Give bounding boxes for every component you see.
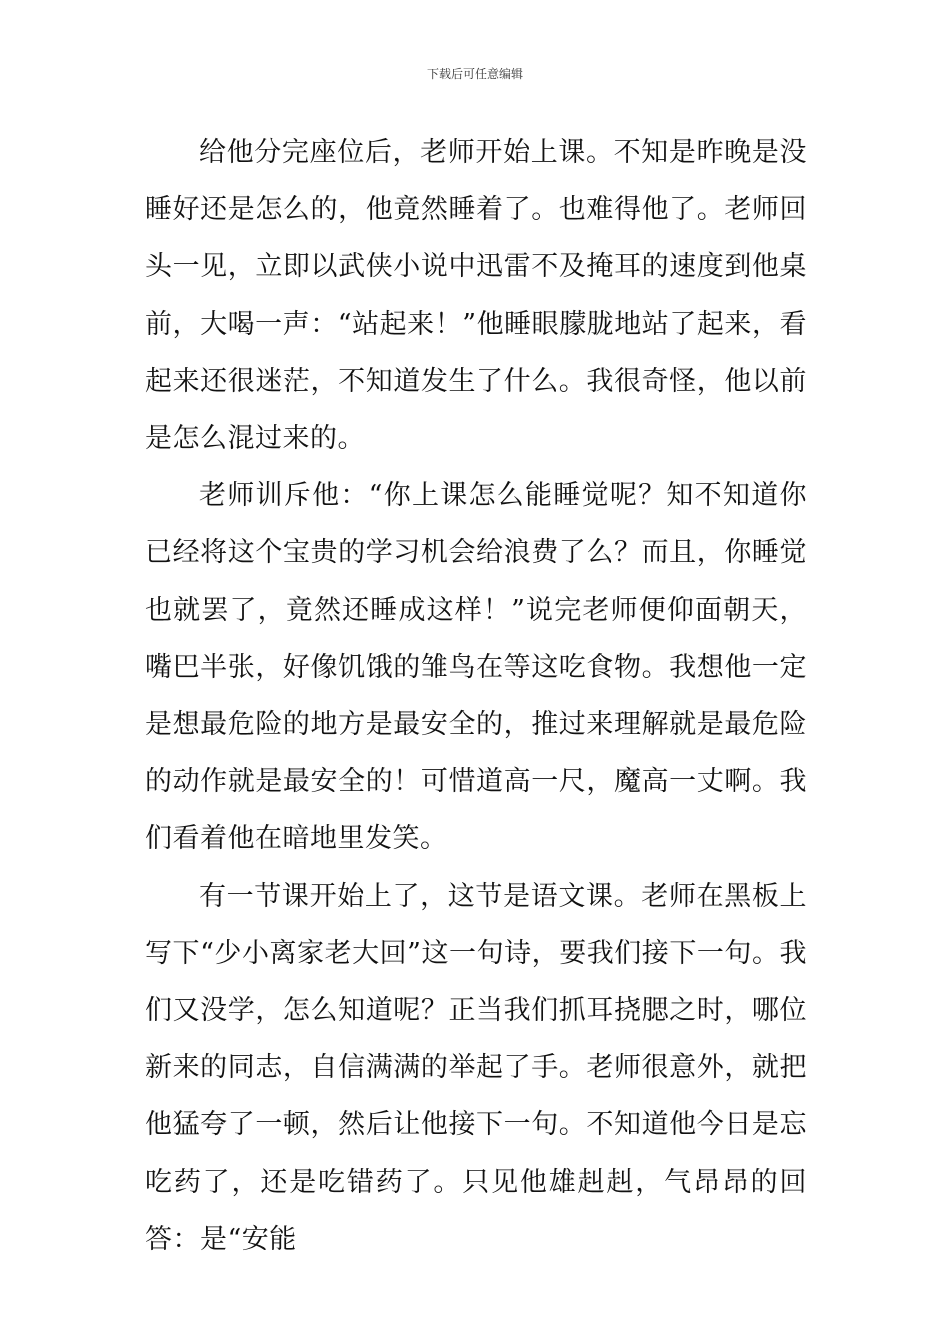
paragraph-3: 有一节课开始上了，这节是语文课。老师在黑板上写下“少小离家老大回”这一句诗，要我们接下一句。我们又没学，怎么知道呢？正当我们抓耳挠腮之时，哪位新来的同志，自信满满的举起了手。老师很意外，就把他猛夸了一顿，然后让他接下一句。不知道他今日是忘吃药了，还是吃错药了。只见他雄赳赳，气昂昂的回答：是“安能: [145, 880, 807, 1255]
paragraph-2: 老师训斥他：“你上课怎么能睡觉呢？知不知道你已经将这个宝贵的学习机会给浪费了么？而且，你睡觉也就罢了，竟然还睡成这样！”说完老师便仰面朝天，嘴巴半张，好像饥饿的雏鸟在等这吃食物。我想他一定是想最危险的地方是最安全的，推过来理解就是最危险的动作就是最安全的！可惜道高一尺，魔高一丈啊。我们看着他在暗地里发笑。: [145, 480, 807, 855]
page-header: 下载后可任意编辑: [426, 67, 523, 81]
paragraph-1: 给他分完座位后，老师开始上课。不知是昨晚是没睡好还是怎么的，他竟然睡着了。也难得他了。老师回头一见，立即以武侠小说中迅雷不及掩耳的速度到他桌前，大喝一声：“站起来！”他睡眼朦胧地站了起来，看起来还很迷茫，不知道发生了什么。我很奇怪，他以前是怎么混过来的。: [145, 137, 807, 455]
document-body: [145, 124, 807, 1268]
